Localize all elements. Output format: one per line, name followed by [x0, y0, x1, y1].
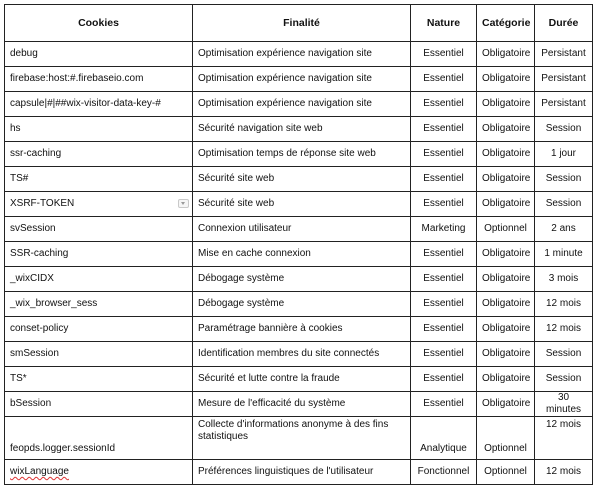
- cookie-finalite: Débogage système: [193, 267, 411, 292]
- cookie-duree: 12 mois: [535, 417, 593, 460]
- cookie-categorie: Obligatoire: [477, 142, 535, 167]
- cookie-categorie: Obligatoire: [477, 392, 535, 417]
- cookie-nature: Essentiel: [411, 142, 477, 167]
- table-row: [5, 167, 593, 192]
- cookie-categorie: Obligatoire: [477, 242, 535, 267]
- cookie-name: SSR-caching: [5, 242, 193, 267]
- table-row: [5, 342, 593, 367]
- cookie-nature: Marketing: [411, 217, 477, 242]
- cookie-finalite: Sécurité site web: [193, 167, 411, 192]
- cookie-categorie: Optionnel: [477, 417, 535, 460]
- cookie-finalite: Sécurité et lutte contre la fraude: [193, 367, 411, 392]
- cookie-categorie: Obligatoire: [477, 92, 535, 117]
- cookie-nature: Essentiel: [411, 192, 477, 217]
- cookie-name: XSRF-TOKEN: [10, 198, 75, 209]
- cookie-name: bSession: [5, 392, 193, 417]
- cookie-duree: Session: [535, 342, 593, 367]
- cookies-table: [4, 4, 593, 485]
- cookie-duree: 30 minutes: [535, 392, 593, 417]
- cookie-nature: Essentiel: [411, 317, 477, 342]
- cookie-categorie: Obligatoire: [477, 292, 535, 317]
- table-row: [5, 92, 593, 117]
- cookie-categorie: Obligatoire: [477, 117, 535, 142]
- cookie-duree: Session: [535, 192, 593, 217]
- cookie-duree: 1 jour: [535, 142, 593, 167]
- cookie-nature: Analytique: [411, 417, 477, 460]
- cookie-categorie: Optionnel: [477, 460, 535, 485]
- cookie-nature: Essentiel: [411, 267, 477, 292]
- cookie-nature: Fonctionnel: [411, 460, 477, 485]
- header-nature: Nature: [411, 5, 477, 42]
- cookie-duree: Persistant: [535, 67, 593, 92]
- table-row: [5, 192, 593, 217]
- cookie-name-cell: [5, 192, 193, 217]
- cookie-categorie: Obligatoire: [477, 192, 535, 217]
- cookie-finalite: Paramétrage bannière à cookies: [193, 317, 411, 342]
- header-categorie: Catégorie: [477, 5, 535, 42]
- cookie-nature: Essentiel: [411, 117, 477, 142]
- cookie-name: hs: [5, 117, 193, 142]
- cookie-duree: Session: [535, 367, 593, 392]
- cookie-name: TS#: [5, 167, 193, 192]
- cookie-name: _wixCIDX: [5, 267, 193, 292]
- cookie-name: svSession: [5, 217, 193, 242]
- table-row: [5, 367, 593, 392]
- cookie-nature: Essentiel: [411, 92, 477, 117]
- table-row: [5, 142, 593, 167]
- header-cookies: Cookies: [5, 5, 193, 42]
- cookie-nature: Essentiel: [411, 42, 477, 67]
- cookie-categorie: Obligatoire: [477, 267, 535, 292]
- cookie-categorie: Obligatoire: [477, 317, 535, 342]
- cookie-categorie: Obligatoire: [477, 167, 535, 192]
- cookie-nature: Essentiel: [411, 392, 477, 417]
- cookie-finalite: Mesure de l'efficacité du système: [193, 392, 411, 417]
- cookie-duree: 1 minute: [535, 242, 593, 267]
- table-row: [5, 42, 593, 67]
- cookie-nature: Essentiel: [411, 67, 477, 92]
- cookie-nature: Essentiel: [411, 342, 477, 367]
- table-row: [5, 117, 593, 142]
- cookie-duree: 3 mois: [535, 267, 593, 292]
- cookie-name: firebase:host:#.firebaseio.com: [5, 67, 193, 92]
- cookie-finalite: Mise en cache connexion: [193, 242, 411, 267]
- cookie-name: feopds.logger.sessionId: [5, 417, 193, 460]
- table-row: [5, 317, 593, 342]
- cookie-nature: Essentiel: [411, 367, 477, 392]
- cookie-name: wixLanguage: [10, 466, 69, 477]
- cookie-duree: 12 mois: [535, 292, 593, 317]
- cookie-nature: Essentiel: [411, 242, 477, 267]
- cookie-name: _wix_browser_sess: [5, 292, 193, 317]
- cookie-categorie: Optionnel: [477, 217, 535, 242]
- cookie-name: capsule|#|##wix-visitor-data-key-#: [5, 92, 193, 117]
- cookie-name: TS*: [5, 367, 193, 392]
- cookie-name: conset-policy: [5, 317, 193, 342]
- cookie-name-cell: [5, 460, 193, 485]
- cookie-finalite: Optimisation expérience navigation site: [193, 42, 411, 67]
- header-duree: Durée: [535, 5, 593, 42]
- cookie-duree: Persistant: [535, 92, 593, 117]
- cookie-finalite: Connexion utilisateur: [193, 217, 411, 242]
- cookie-categorie: Obligatoire: [477, 67, 535, 92]
- cookie-finalite: Identification membres du site connectés: [193, 342, 411, 367]
- table-row: [5, 392, 593, 417]
- cookie-duree: Persistant: [535, 42, 593, 67]
- table-row: [5, 460, 593, 485]
- cookie-nature: Essentiel: [411, 167, 477, 192]
- cookie-finalite: Optimisation temps de réponse site web: [193, 142, 411, 167]
- cookie-categorie: Obligatoire: [477, 42, 535, 67]
- cookie-finalite: Débogage système: [193, 292, 411, 317]
- cookie-finalite: Préférences linguistiques de l'utilisateur: [193, 460, 411, 485]
- cookie-finalite: Sécurité site web: [193, 192, 411, 217]
- cookie-nature: Essentiel: [411, 292, 477, 317]
- cookie-finalite: Sécurité navigation site web: [193, 117, 411, 142]
- cookie-categorie: Obligatoire: [477, 367, 535, 392]
- cookie-name: debug: [5, 42, 193, 67]
- cookie-duree: 12 mois: [535, 317, 593, 342]
- table-row: [5, 242, 593, 267]
- table-row: [5, 217, 593, 242]
- cookie-duree: Session: [535, 167, 593, 192]
- table-row: [5, 292, 593, 317]
- header-row: [5, 5, 593, 42]
- cookie-name: smSession: [5, 342, 193, 367]
- table-row: [5, 417, 593, 460]
- cookie-categorie: Obligatoire: [477, 342, 535, 367]
- cookie-duree: 12 mois: [535, 460, 593, 485]
- filter-dropdown-icon[interactable]: [178, 199, 189, 208]
- cookie-finalite: Collecte d'informations anonyme à des fins statistiques: [193, 417, 411, 460]
- header-finalite: Finalité: [193, 5, 411, 42]
- table-row: [5, 267, 593, 292]
- table-row: [5, 67, 593, 92]
- cookie-duree: 2 ans: [535, 217, 593, 242]
- cookie-duree: Session: [535, 117, 593, 142]
- cookie-finalite: Optimisation expérience navigation site: [193, 92, 411, 117]
- cookie-finalite: Optimisation expérience navigation site: [193, 67, 411, 92]
- cookie-name: ssr-caching: [5, 142, 193, 167]
